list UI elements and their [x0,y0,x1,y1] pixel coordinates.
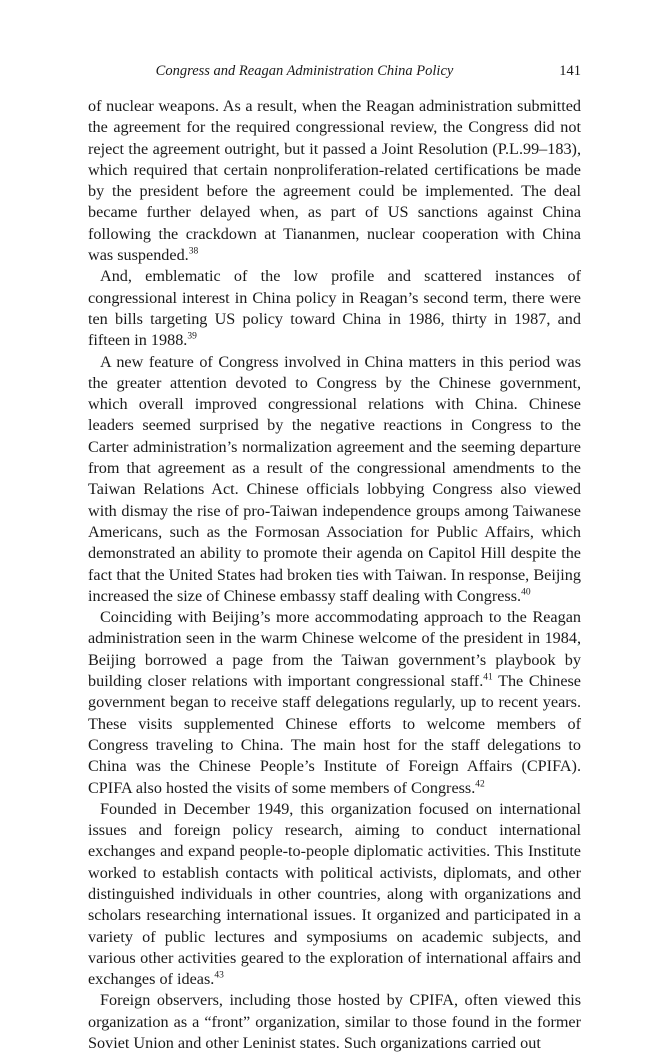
paragraph-6 [88,990,581,1054]
page-header [88,60,581,84]
paragraph-4 [88,607,581,799]
paragraph-text: Founded in December 1949, this organization focused on international issues and foreign policy research, aiming to conduct international exchanges and expand people-to-people diplomatic activities. This Institute worked to establish contacts with political activists, diplomats, and other distinguished individuals in other countries, along with organizations and scholars researching international issues. It organized and participated in a variety of public lectures and symposiums on academic subjects, and various other activities geared to the exploration of international affairs and exchanges of ideas. [88,799,581,989]
footnote-marker: 43 [214,970,224,981]
footnote-marker: 41 [483,672,493,683]
paragraph-text: The Chinese government began to receive staff delegations regularly, up to recent years. These visits supplemented Chinese efforts to welcome members of Congress traveling to China. The main host for the staff delegations to China was the Chinese People’s Institute of Foreign Affairs (CPIFA). CPIFA also hosted the visits of some members of Congress. [88,672,581,797]
paragraph-2 [88,266,581,351]
footnote-marker: 39 [187,331,197,342]
running-head: Congress and Reagan Administration China Policy [155,63,454,79]
paragraph-text: of nuclear weapons. As a result, when the Reagan administration submitted the agreement for the required congressional review, the Congress did not reject the agreement outright, but it passed a Joint Resolution (P.L.99–183), which required that certain nonproliferation-related certifications be made by the president before the agreement could be implemented. The deal became further delayed when, as part of US sanctions against China following the crackdown at Tiananmen, nuclear cooperation with China was suspended. [88,97,581,265]
book-page [88,60,581,1054]
footnote-marker: 38 [188,246,199,257]
paragraph-5 [88,799,581,991]
body-text [88,96,581,1054]
paragraph-1 [88,96,581,266]
page-number: 141 [559,63,581,79]
paragraph-text: A new feature of Congress involved in China matters in this period was the greater attention devoted to Congress by the Chinese government, which overall improved congressional relations with China. Chinese leaders seemed surprised by the negative reactions in Congress to the Carter administration’s normalization agreement and the seeming departure from that agreement as a result of the congressional amendments to the Taiwan Relations Act. Chinese officials lobbying Congress also viewed with dismay the rise of pro-Taiwan independence groups among Taiwanese Americans, such as the Formosan Association for Public Affairs, which demonstrated an ability to promote their agenda on Capitol Hill despite the fact that the United States had broken ties with Taiwan. In response, Beijing increased the size of Chinese embassy staff dealing with Congress. [88,352,581,605]
paragraph-text: Coinciding with Beijing’s more accommodating approach to the Reagan administration seen in the warm Chinese welcome of the president in 1984, Beijing borrowed a page from the Taiwan government’s playbook by building closer relations with important congressional staff. [88,608,581,691]
paragraph-text: Foreign observers, including those hosted by CPIFA, often viewed this organization as a “front” organization, similar to those found in the former Soviet Union and other Leninist states. Such organizations carried out [88,991,581,1053]
footnote-marker: 42 [475,779,485,790]
paragraph-text: And, emblematic of the low profile and scattered instances of congressional interest in China policy in Reagan’s second term, there were ten bills targeting US policy toward China in 1986, thirty in 1987, and fifteen in 1988. [88,267,581,350]
footnote-marker: 40 [521,587,531,598]
paragraph-3 [88,352,581,608]
